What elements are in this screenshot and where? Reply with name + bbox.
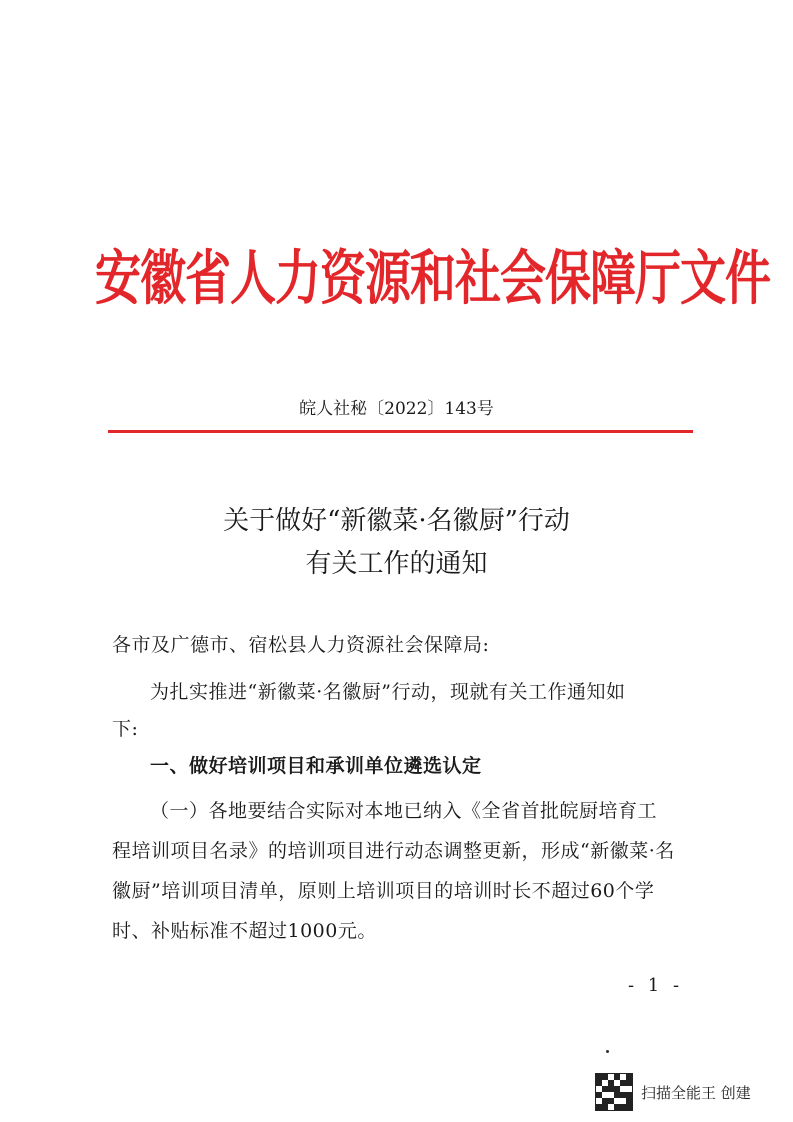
scan-dot (606, 1050, 609, 1053)
qr-code-icon (595, 1073, 633, 1111)
section-1-heading: 一、做好培训项目和承训单位遴选认定 (150, 755, 482, 777)
scanner-watermark (595, 1072, 751, 1112)
item-1-line-3: 徽厨”培训项目清单，原则上培训项目的培训时长不超过60个学 (112, 880, 655, 902)
document-number: 皖人社秘〔2022〕143号 (299, 399, 494, 419)
notice-title-line-2: 有关工作的通知 (305, 549, 488, 579)
item-1-line-2: 程培训项目名录》的培训项目进行动态调整更新，形成“新徽菜·名 (112, 840, 675, 862)
item-1-line-4: 时、补贴标准不超过1000元。 (112, 920, 377, 942)
page-number: - 1 - (628, 975, 684, 996)
intro-line-2: 下: (112, 718, 139, 740)
red-divider (108, 430, 693, 433)
watermark-text: 扫描全能王 创建 (641, 1083, 751, 1102)
item-1-line-1: （一）各地要结合实际对本地已纳入《全省首批皖厨培育工 (150, 800, 658, 822)
document-header-title: 安徽省人力资源和社会保障厅文件 (95, 243, 770, 313)
recipient-line: 各市及广德市、宿松县人力资源社会保障局: (112, 634, 490, 656)
intro-line-1: 为扎实推进“新徽菜·名徽厨”行动，现就有关工作通知如 (150, 681, 626, 703)
notice-title-line-1: 关于做好“新徽菜·名徽厨”行动 (223, 506, 570, 536)
